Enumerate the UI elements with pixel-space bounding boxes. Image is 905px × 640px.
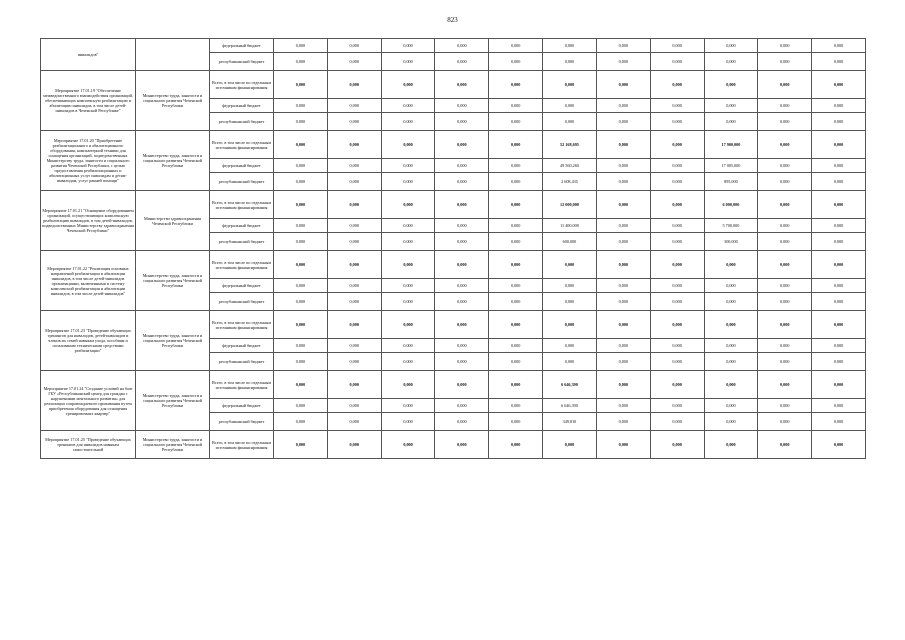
funding-source-cell: федеральный бюджет [210, 339, 274, 353]
amount-cell: 0,000 [327, 431, 381, 459]
amount-cell: 0,000 [435, 219, 489, 233]
amount-cell: 0,000 [812, 99, 866, 113]
amount-cell: 0,000 [758, 99, 812, 113]
funding-source-cell: республиканский бюджет [210, 113, 274, 131]
amount-cell: 0,000 [596, 293, 650, 311]
amount-cell: 0,000 [758, 311, 812, 339]
amount-cell: 0,000 [381, 113, 435, 131]
amount-cell: 0,000 [327, 131, 381, 159]
amount-cell: 0,000 [812, 71, 866, 99]
table-row [41, 131, 866, 159]
amount-cell: 17 005,000 [704, 159, 758, 173]
table-row [41, 71, 866, 99]
amount-cell: 0,000 [381, 39, 435, 53]
amount-cell: 0,000 [435, 53, 489, 71]
table-row [41, 191, 866, 219]
amount-cell: 0,000 [274, 219, 328, 233]
amount-cell: 0,000 [489, 53, 543, 71]
funding-source-cell: Всего, в том числе по отдельным источникам финансирования [210, 311, 274, 339]
amount-cell: 0,000 [381, 311, 435, 339]
funding-source-cell: Всего, в том числе по отдельным источникам финансирования [210, 431, 274, 459]
amount-cell: 0,000 [327, 311, 381, 339]
amount-cell: 0,000 [435, 131, 489, 159]
amount-cell: 0,000 [812, 251, 866, 279]
amount-cell: 0,000 [650, 339, 704, 353]
amount-cell: 0,000 [704, 293, 758, 311]
amount-cell: 0,000 [543, 113, 597, 131]
amount-cell: 0,000 [274, 173, 328, 191]
amount-cell: 52 168,695 [543, 131, 597, 159]
amount-cell: 0,000 [758, 173, 812, 191]
amount-cell: 0,000 [543, 339, 597, 353]
amount-cell: 0,000 [596, 219, 650, 233]
amount-cell: 0,000 [274, 71, 328, 99]
funding-source-cell: федеральный бюджет [210, 279, 274, 293]
amount-cell: 0,000 [435, 413, 489, 431]
amount-cell: 2 608,435 [543, 173, 597, 191]
amount-cell: 0,000 [596, 251, 650, 279]
amount-cell: 0,000 [274, 53, 328, 71]
amount-cell: 0,000 [596, 431, 650, 459]
amount-cell: 0,000 [650, 99, 704, 113]
amount-cell: 0,000 [435, 191, 489, 219]
amount-cell: 0,000 [489, 251, 543, 279]
amount-cell: 0,000 [812, 233, 866, 251]
amount-cell: 0,000 [596, 339, 650, 353]
amount-cell: 5 700,000 [704, 219, 758, 233]
amount-cell: 0,000 [274, 293, 328, 311]
amount-cell: 0,000 [543, 53, 597, 71]
amount-cell: 895,000 [704, 173, 758, 191]
amount-cell: 0,000 [596, 311, 650, 339]
amount-cell: 0,000 [327, 159, 381, 173]
amount-cell: 0,000 [381, 251, 435, 279]
amount-cell: 0,000 [274, 99, 328, 113]
funding-source-cell: федеральный бюджет [210, 219, 274, 233]
amount-cell: 0,000 [704, 431, 758, 459]
amount-cell: 0,000 [758, 219, 812, 233]
amount-cell: 0,000 [327, 71, 381, 99]
amount-cell: 6 000,000 [704, 191, 758, 219]
amount-cell: 0,000 [758, 339, 812, 353]
executor-cell: Министерство труда, занятости и социального развития Чеченской Республики [136, 251, 210, 311]
amount-cell: 0,000 [596, 53, 650, 71]
amount-cell: 0,000 [274, 413, 328, 431]
amount-cell: 0,000 [758, 39, 812, 53]
amount-cell: 0,000 [381, 159, 435, 173]
amount-cell: 0,000 [489, 399, 543, 413]
amount-cell: 0,000 [489, 431, 543, 459]
funding-source-cell: Всего, в том числе по отдельным источникам финансирования [210, 71, 274, 99]
amount-cell: 0,000 [812, 311, 866, 339]
event-title-cell: Мероприятие 17.01.19 "Обеспечение межведомственного взаимодействия организаций, обеспечивающих комплексную реабилитацию и абилитацию инвалидов, в том числе детей-инвалидов в Чеченской Республике" [41, 71, 136, 131]
event-title-cell: Мероприятие 17.01.22 "Реализация основных направлений реабилитации и абилитации инвалидов, в том числе детей-инвалидов организациями, включенными в систему комплексной реабилитации и абилитации инвалидов, в том числе детей-инвалидов" [41, 251, 136, 311]
amount-cell: 0,000 [650, 113, 704, 131]
amount-cell: 0,000 [274, 131, 328, 159]
amount-cell: 0,000 [704, 339, 758, 353]
amount-cell: 0,000 [596, 279, 650, 293]
amount-cell: 0,000 [596, 191, 650, 219]
table-row [41, 371, 866, 399]
amount-cell: 0,000 [327, 233, 381, 251]
amount-cell: 0,000 [435, 339, 489, 353]
amount-cell: 0,000 [758, 159, 812, 173]
amount-cell: 0,000 [381, 173, 435, 191]
amount-cell: 0,000 [489, 99, 543, 113]
amount-cell: 0,000 [435, 39, 489, 53]
funding-source-cell: республиканский бюджет [210, 293, 274, 311]
table-row [41, 39, 866, 53]
amount-cell: 0,000 [435, 371, 489, 399]
table-row [41, 431, 866, 459]
amount-cell: 0,000 [435, 431, 489, 459]
amount-cell: 0,000 [596, 39, 650, 53]
amount-cell: 0,000 [812, 293, 866, 311]
amount-cell: 0,000 [812, 173, 866, 191]
amount-cell: 0,000 [758, 191, 812, 219]
budget-table-body [41, 39, 866, 459]
amount-cell: 0,000 [435, 99, 489, 113]
amount-cell: 11 400,000 [543, 219, 597, 233]
amount-cell: 0,000 [650, 353, 704, 371]
amount-cell: 0,000 [596, 159, 650, 173]
amount-cell: 0,000 [704, 99, 758, 113]
event-title-cell: Мероприятие 17.01.20 "Приобретение реабилитационного и абилитационного оборудования, компьютерной техники для оснащения организаций, подведомственных Министерству труда, занятости и социального развития Чеченской Республики, с целью предоставления реабилитационных и абилитационных услуг инвалидам и детям-инвалидам, услуг ранней помощи" [41, 131, 136, 191]
amount-cell: 0,000 [381, 99, 435, 113]
amount-cell: 0,000 [274, 371, 328, 399]
amount-cell: 0,000 [812, 353, 866, 371]
funding-source-cell: федеральный бюджет [210, 99, 274, 113]
amount-cell: 0,000 [381, 353, 435, 371]
amount-cell: 0,000 [704, 113, 758, 131]
amount-cell: 0,000 [381, 233, 435, 251]
amount-cell: 0,000 [274, 251, 328, 279]
amount-cell: 0,000 [812, 431, 866, 459]
amount-cell: 0,000 [704, 353, 758, 371]
amount-cell: 0,000 [381, 53, 435, 71]
amount-cell: 0,000 [274, 431, 328, 459]
amount-cell: 0,000 [381, 399, 435, 413]
executor-cell: Министерство труда, занятости и социального развития Чеченской Республики [136, 311, 210, 371]
funding-source-cell: федеральный бюджет [210, 399, 274, 413]
amount-cell: 0,000 [650, 311, 704, 339]
amount-cell: 0,000 [489, 113, 543, 131]
amount-cell: 0,000 [381, 293, 435, 311]
amount-cell: 0,000 [650, 233, 704, 251]
amount-cell: 0,000 [650, 413, 704, 431]
amount-cell: 6 646,390 [543, 399, 597, 413]
amount-cell: 0,000 [489, 39, 543, 53]
funding-source-cell: республиканский бюджет [210, 173, 274, 191]
amount-cell: 0,000 [543, 251, 597, 279]
amount-cell: 0,000 [704, 53, 758, 71]
funding-source-cell: федеральный бюджет [210, 39, 274, 53]
funding-source-cell: Всего, в том числе по отдельным источникам финансирования [210, 371, 274, 399]
amount-cell: 0,000 [812, 371, 866, 399]
amount-cell: 0,000 [812, 339, 866, 353]
amount-cell: 0,000 [327, 371, 381, 399]
amount-cell: 0,000 [596, 131, 650, 159]
amount-cell: 0,000 [758, 53, 812, 71]
amount-cell: 0,000 [758, 371, 812, 399]
amount-cell: 0,000 [704, 311, 758, 339]
amount-cell: 0,000 [327, 39, 381, 53]
amount-cell: 0,000 [381, 279, 435, 293]
amount-cell: 12 000,000 [543, 191, 597, 219]
amount-cell: 0,000 [812, 131, 866, 159]
amount-cell: 0,000 [489, 159, 543, 173]
amount-cell: 0,000 [327, 279, 381, 293]
amount-cell: 0,000 [758, 233, 812, 251]
funding-source-cell: Всего, в том числе по отдельным источникам финансирования [210, 131, 274, 159]
amount-cell: 0,000 [543, 311, 597, 339]
amount-cell: 0,000 [435, 399, 489, 413]
amount-cell: 0,000 [435, 71, 489, 99]
amount-cell: 0,000 [650, 71, 704, 99]
amount-cell: 300,000 [704, 233, 758, 251]
amount-cell: 0,000 [327, 173, 381, 191]
amount-cell: 0,000 [489, 371, 543, 399]
amount-cell: 0,000 [327, 53, 381, 71]
amount-cell: 0,000 [812, 399, 866, 413]
amount-cell: 0,000 [435, 293, 489, 311]
amount-cell: 0,000 [596, 371, 650, 399]
amount-cell: 600,000 [543, 233, 597, 251]
funding-source-cell: республиканский бюджет [210, 53, 274, 71]
amount-cell: 0,000 [758, 251, 812, 279]
amount-cell: 0,000 [327, 113, 381, 131]
amount-cell: 0,000 [650, 191, 704, 219]
amount-cell: 0,000 [596, 413, 650, 431]
page-number: 823 [447, 16, 458, 24]
amount-cell: 0,000 [274, 399, 328, 413]
amount-cell: 0,000 [435, 311, 489, 339]
amount-cell: 0,000 [543, 293, 597, 311]
amount-cell: 0,000 [274, 233, 328, 251]
amount-cell: 0,000 [758, 399, 812, 413]
amount-cell: 0,000 [543, 71, 597, 99]
amount-cell: 0,000 [489, 279, 543, 293]
amount-cell: 0,000 [596, 173, 650, 191]
amount-cell: 0,000 [327, 339, 381, 353]
event-title-cell: Мероприятие 17.01.24 "Создание условий на базе ГБУ «Республиканский центр для граждан с нарушениями ментального развития» для реализации сопровождаемого проживания путем приобретения оборудования для оснащения тренировочных квартир" [41, 371, 136, 431]
amount-cell: 0,000 [704, 371, 758, 399]
amount-cell: 0,000 [489, 71, 543, 99]
event-title-cell: Мероприятие 17.01.21 "Оснащение оборудованием организаций, осуществляющих комплексную реабилитацию инвалидов, в том детей-инвалидов, подведомственных Министерству здравоохранения Чеченской Республики" [41, 191, 136, 251]
amount-cell: 0,000 [758, 353, 812, 371]
amount-cell: 0,000 [650, 293, 704, 311]
amount-cell: 0,000 [650, 53, 704, 71]
amount-cell: 0,000 [489, 233, 543, 251]
amount-cell: 0,000 [596, 113, 650, 131]
amount-cell: 0,000 [274, 279, 328, 293]
amount-cell: 0,000 [596, 353, 650, 371]
amount-cell: 0,000 [489, 173, 543, 191]
funding-source-cell: Всего, в том числе по отдельным источникам финансирования [210, 251, 274, 279]
amount-cell: 0,000 [650, 251, 704, 279]
amount-cell: 0,000 [381, 191, 435, 219]
funding-source-cell: республиканский бюджет [210, 413, 274, 431]
executor-cell [136, 39, 210, 71]
amount-cell: 0,000 [327, 413, 381, 431]
funding-source-cell: республиканский бюджет [210, 353, 274, 371]
amount-cell: 0,000 [650, 159, 704, 173]
amount-cell: 49 560,260 [543, 159, 597, 173]
amount-cell: 0,000 [543, 353, 597, 371]
amount-cell: 0,000 [435, 173, 489, 191]
amount-cell: 0,000 [812, 191, 866, 219]
amount-cell: 0,000 [650, 39, 704, 53]
budget-table [40, 38, 866, 459]
table-row [41, 311, 866, 339]
amount-cell: 0,000 [650, 173, 704, 191]
funding-source-cell: республиканский бюджет [210, 233, 274, 251]
amount-cell: 0,000 [327, 191, 381, 219]
amount-cell: 0,000 [543, 39, 597, 53]
amount-cell: 0,000 [704, 399, 758, 413]
amount-cell: 0,000 [758, 279, 812, 293]
amount-cell: 0,000 [381, 431, 435, 459]
executor-cell: Министерство труда, занятости и социального развития Чеченской Республики [136, 371, 210, 431]
amount-cell: 0,000 [704, 39, 758, 53]
amount-cell: 17 900,000 [704, 131, 758, 159]
amount-cell: 0,000 [327, 99, 381, 113]
executor-cell: Министерство труда, занятости и социального развития Чеченской Республики [136, 71, 210, 131]
amount-cell: 0,000 [704, 71, 758, 99]
amount-cell: 0,000 [274, 311, 328, 339]
amount-cell: 0,000 [327, 399, 381, 413]
funding-source-cell: федеральный бюджет [210, 159, 274, 173]
amount-cell: 0,000 [327, 251, 381, 279]
amount-cell: 0,000 [381, 413, 435, 431]
event-title-cell: Мероприятие 17.01.23 "Проведение обучающих тренингов для инвалидов, детей-инвалидов и членов их семей навыкам ухода, пособиям и пользованию техническими средствами реабилитации" [41, 311, 136, 371]
amount-cell: 0,000 [704, 279, 758, 293]
amount-cell: 0,000 [812, 113, 866, 131]
amount-cell: 0,000 [381, 219, 435, 233]
event-title-cell: инвалидов" [41, 39, 136, 71]
amount-cell: 0,000 [435, 233, 489, 251]
amount-cell: 0,000 [274, 353, 328, 371]
executor-cell: Министерство здравоохранения Чеченской Республики [136, 191, 210, 251]
amount-cell: 0,000 [327, 293, 381, 311]
amount-cell: 0,000 [758, 413, 812, 431]
amount-cell: 0,000 [435, 159, 489, 173]
amount-cell: 0,000 [650, 431, 704, 459]
amount-cell: 0,000 [704, 251, 758, 279]
event-title-cell: Мероприятие 17.01.25 "Проведение обучающих тренингов для инвалидов навыкам самостоятельной [41, 431, 136, 459]
amount-cell: 0,000 [489, 311, 543, 339]
amount-cell: 0,000 [650, 131, 704, 159]
amount-cell: 0,000 [381, 71, 435, 99]
amount-cell: 0,000 [596, 71, 650, 99]
amount-cell: 0,000 [435, 353, 489, 371]
amount-cell: 0,000 [812, 279, 866, 293]
amount-cell: 6 646,390 [543, 371, 597, 399]
amount-cell: 0,000 [435, 251, 489, 279]
amount-cell: 0,000 [758, 131, 812, 159]
amount-cell: 0,000 [435, 113, 489, 131]
amount-cell: 0,000 [489, 191, 543, 219]
amount-cell: 0,000 [543, 279, 597, 293]
amount-cell: 0,000 [596, 399, 650, 413]
amount-cell: 0,000 [489, 293, 543, 311]
amount-cell: 0,000 [381, 371, 435, 399]
amount-cell: 0,000 [650, 279, 704, 293]
amount-cell: 0,000 [596, 233, 650, 251]
amount-cell: 0,000 [543, 431, 597, 459]
amount-cell: 349,810 [543, 413, 597, 431]
amount-cell: 0,000 [489, 339, 543, 353]
amount-cell: 0,000 [489, 219, 543, 233]
amount-cell: 0,000 [274, 191, 328, 219]
amount-cell: 0,000 [812, 219, 866, 233]
amount-cell: 0,000 [650, 371, 704, 399]
amount-cell: 0,000 [596, 99, 650, 113]
table-row [41, 251, 866, 279]
amount-cell: 0,000 [543, 99, 597, 113]
executor-cell: Министерство труда, занятости и социального развития Чеченской Республики [136, 131, 210, 191]
amount-cell: 0,000 [812, 53, 866, 71]
amount-cell: 0,000 [274, 339, 328, 353]
amount-cell: 0,000 [758, 71, 812, 99]
amount-cell: 0,000 [435, 279, 489, 293]
amount-cell: 0,000 [758, 431, 812, 459]
amount-cell: 0,000 [274, 113, 328, 131]
amount-cell: 0,000 [381, 131, 435, 159]
amount-cell: 0,000 [704, 413, 758, 431]
amount-cell: 0,000 [489, 413, 543, 431]
amount-cell: 0,000 [274, 159, 328, 173]
executor-cell: Министерство труда, занятости и социального развития Чеченской Республики [136, 431, 210, 459]
amount-cell: 0,000 [381, 339, 435, 353]
amount-cell: 0,000 [274, 39, 328, 53]
amount-cell: 0,000 [812, 39, 866, 53]
amount-cell: 0,000 [650, 399, 704, 413]
amount-cell: 0,000 [327, 219, 381, 233]
amount-cell: 0,000 [650, 219, 704, 233]
amount-cell: 0,000 [812, 413, 866, 431]
amount-cell: 0,000 [758, 293, 812, 311]
amount-cell: 0,000 [489, 131, 543, 159]
amount-cell: 0,000 [758, 113, 812, 131]
amount-cell: 0,000 [327, 353, 381, 371]
funding-source-cell: Всего, в том числе по отдельным источникам финансирования [210, 191, 274, 219]
amount-cell: 0,000 [812, 159, 866, 173]
amount-cell: 0,000 [489, 353, 543, 371]
